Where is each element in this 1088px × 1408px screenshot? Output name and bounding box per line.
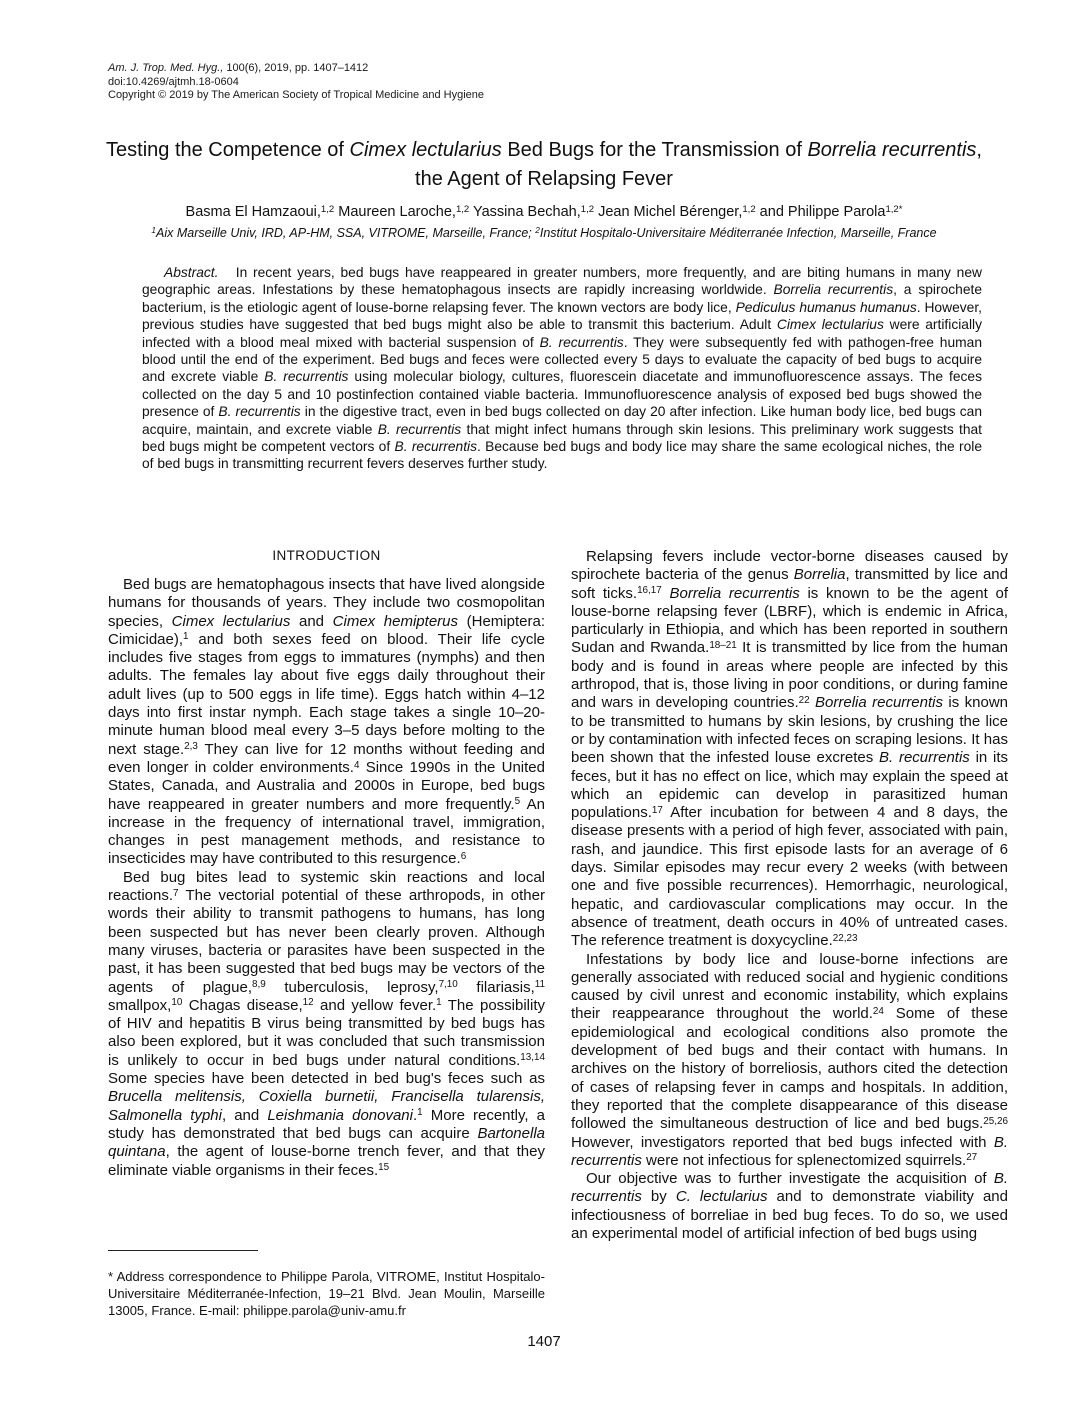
journal-header xyxy=(108,62,484,103)
intro-paragraph-4: Infestations by body lice and louse-borne infections are generally associated with reduced social and hygienic conditions caused by civil unrest and economic instability, which explains their reappearance throughout the world.$^{24}$ Some of these epidemiological and ecological conditions also promote the development of bed bugs and their contact with humans. In archives on the history of borreliosis, authors cited the detection of cases of relapsing fever in camps and hospitals. In addition, they reported that the complete disappearance of this disease followed the simultaneous destruction of lice and bed bugs.$^{25,26}$ However, investigators reported that bed bugs infected with B. recurrentis were not infectious for splenectomized squirrels.$^{27}$ xyxy=(571,950,1008,1169)
intro-paragraph-3: Relapsing fevers include vector-borne diseases caused by spirochete bacteria of the genus Borrelia, transmitted by lice and soft ticks.$^{16,17}$ Borrelia recurrentis is known to be the agent of louse-borne relapsing fever (LBRF), which is endemic in Africa, particularly in Ethiopia, and which has been reported in southern Sudan and Rwanda.$^{18-21}$ It is transmitted by lice from the human body and is found in areas where people are infected by this arthropod, that is, those living in poor conditions, or during famine and wars in developing countries.$^{22}$ Borrelia recurrentis is known to be transmitted to humans by skin lesions, by crushing the lice or by contamination with infected feces on scraping lesions. It has been shown that the infested louse excretes B. recurrentis in its feces, but it has no effect on lice, which may explain the speed at which an epidemic can develop in parasitized human populations.$^{17}$ After incubation for between 4 and 8 days, the disease presents with a period of high fever, associated with pain, rash, and jaundice. This first episode lasts for an average of 6 days. Similar episodes may recur every 2 weeks (with between one and five possible recurrences). Hemorrhagic, neurological, hepatic, and cardiovascular complications may occur. In the absence of treatment, death occurs in 40% of untreated cases. The reference treatment is doxycycline.$^{22,23}$ xyxy=(571,548,1009,950)
journal-citation: Am. J. Trop. Med. Hyg., 100(6), 2019, pp. 1407–1412 xyxy=(108,62,369,74)
affiliation-line: $^1$Aix Marseille Univ, IRD, AP-HM, SSA, VITROME, Marseille, France; $^2$Institut Hospitalo-Universitaire Méditerranée Infection, Marseille, France xyxy=(151,226,937,240)
author-line: Basma El Hamzaoui,$^{1,2}$ Maureen Laroche,$^{1,2}$ Yassina Bechah,$^{1,2}$ Jean Michel Bérenger,$^{1,2}$ and Philippe Parola$^{1,2*}$ xyxy=(185,203,903,220)
footnote-rule xyxy=(108,1250,258,1251)
correspondence-footnote xyxy=(108,1250,545,1320)
introduction-heading: INTRODUCTION xyxy=(272,548,381,563)
intro-paragraph-2: Bed bug bites lead to systemic skin reactions and local reactions.$^7$ The vectorial potential of these arthropods, in other words their ability to transmit pathogens to humans, has long been suspected but has never been clearly proven. Although many viruses, bacteria or parasites have been suspected in the past, it has been suggested that bed bugs may be vectors of the agents of plague,$^{8,9}$ tuberculosis, leprosy,$^{7,10}$ filariasis,$^{11}$ smallpox,$^{10}$ Chagas disease,$^{12}$ and yellow fever.$^1$ The possibility of HIV and hepatitis B virus being transmitted by bed bugs has also been explored, but it was concluded that such transmission is unlikely to occur in bed bugs under natural conditions.$^{13,14}$ Some species have been detected in bed bug's feces such as Brucella melitensis, Coxiella burnetii, Francisella tularensis, Salmonella typhi, and Leishmania donovani.$^1$ More recently, a study has demonstrated that bed bugs can acquire Bartonella quintana, the agent of louse-borne trench fever, and that they eliminate viable organisms in their feces.$^{15}$ xyxy=(108,868,546,1179)
intro-paragraph-1: Bed bugs are hematophagous insects that have lived alongside humans for thousands of years. They include two cosmopolitan species, Cimex lectularius and Cimex hemipterus (Hemiptera: Cimicidae),$^1$ and both sexes feed on blood. Their life cycle includes five stages from eggs to immatures (nymphs) and then adults. The females lay about five eggs daily throughout their adult lives (up to 500 eggs in life time). Eggs hatch within 4–12 days into first instar nymph. Each stage takes a single 10–20-minute human blood meal every 3–5 days before molting to the next stage.$^{2,3}$ They can live for 12 months without feeding and even longer in colder environments.$^4$ Since 1990s in the United States, Canada, and Australia and 2000s in Europe, bed bugs have reappeared in greater numbers and more frequently.$^5$ An increase in the frequency of international travel, immigration, changes in pest management methods, and resistance to insecticides may have contributed to this resurgence.$^6$ xyxy=(108,576,546,868)
column-right xyxy=(571,548,1008,1243)
intro-paragraph-5: Our objective was to further investigate the acquisition of B. recurrentis by C. lectularius and to demonstrate viability and infectiousness of borreliae in bed bug feces. To do so, we used an experimental model of artificial infection of bed bugs using xyxy=(571,1170,1008,1242)
paper-title: Testing the Competence of Cimex lectularius Bed Bugs for the Transmission of Borrelia recurrentis, the Agent of Relapsing Fever xyxy=(106,139,982,190)
two-column-body xyxy=(108,548,1008,1243)
page-number: 1407 xyxy=(527,1333,561,1350)
doi-line: doi:10.4269/ajtmh.18-0604 xyxy=(108,75,239,88)
copyright-line: Copyright © 2019 by The American Society of Tropical Medicine and Hygiene xyxy=(108,89,484,101)
abstract-paragraph: Abstract. In recent years, bed bugs have reappeared in greater numbers, more frequently, and are biting humans in many new geographic areas. Infestations by these hematophagous insects are rapidly increasing worldwide. Borrelia recurrentis, a spirochete bacterium, is the etiologic agent of louse-borne relapsing fever. The known vectors are body lice, Pediculus humanus humanus. However, previous studies have suggested that bed bugs might also be able to transmit this bacterium. Adult Cimex lectularius were artificially infected with a blood meal mixed with bacterial suspension of B. recurrentis. They were subsequently fed with pathogen-free human blood until the end of the experiment. Bed bugs and feces were collected every 5 days to evaluate the capacity of bed bugs to acquire and excrete viable B. recurrentis using molecular biology, cultures, fluorescein diacetate and immunofluorescence assays. The feces collected on the day 5 and 10 postinfection contained viable bacteria. Immunofluorescence analysis of exposed bed bugs showed the presence of B. recurrentis in the digestive tract, even in bed bugs collected on day 20 after infection. Like human body lice, bed bugs can acquire, maintain, and excrete viable B. recurrentis that might infect humans through skin lesions. This preliminary work suggests that bed bugs might be competent vectors of B. recurrentis. Because bed bugs and body lice may share the same ecological niches, the role of bed bugs in transmitting recurrent fevers deserves further study. xyxy=(142,265,983,472)
correspondence-text: * Address correspondence to Philippe Parola, VITROME, Institut Hospitalo-Universitaire Méditerranée-Infection, 19–21 Blvd. Jean Moulin, Marseille 13005, France. E-mail: philippe.parola@univ-amu.fr xyxy=(108,1269,545,1319)
column-left xyxy=(108,548,545,1243)
